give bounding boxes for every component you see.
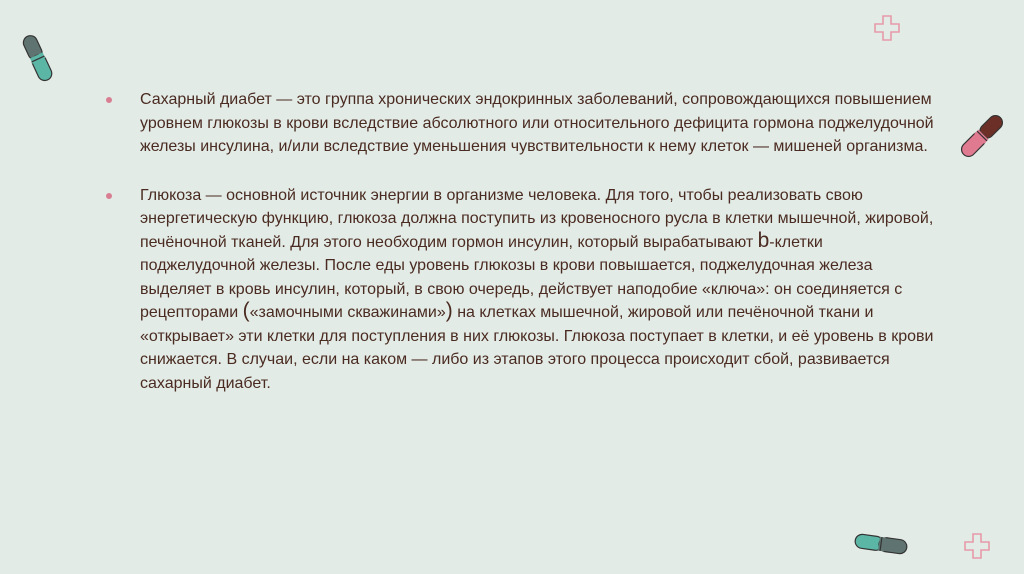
- slide-content: [106, 88, 941, 420]
- pill-capsule-icon: [955, 110, 1009, 162]
- close-paren: ): [445, 299, 453, 322]
- bullet-dot-icon: [106, 97, 112, 103]
- text-segment: на клетках мышечной, жировой или печёночной ткани и «открывает» эти клетки для поступления в них глюкозы. Глюкоза поступает в клетки, и её уровень в крови снижается. В случаи, если на каком — либо из этапов этого процесса происходит сбой, развивается сахарный диабет.: [140, 304, 934, 392]
- plus-cross-icon: [963, 532, 991, 560]
- text-segment: «замочными скважинами»: [249, 304, 446, 321]
- pill-capsule-icon: [18, 30, 58, 88]
- bullet-text: [140, 184, 941, 396]
- bullet-text: Сахарный диабет — это группа хронических эндокринных заболеваний, сопровождающихся повышением уровнем глюкозы в крови вследствие абсолютного или относительного дефицита гормона поджелудочной железы инсулина, и/или вследствие уменьшения чувствительности к нему клеток — мишеней организма.: [140, 91, 934, 155]
- bullet-dot-icon: [106, 193, 112, 199]
- text-segment: -клетки поджелудочной железы. После еды уровень глюкозы в крови повышается, поджелудочная железа выделяет в кровь инсулин, который, в свою очередь, действует наподобие «ключа»: он соединяется с рецепторами: [140, 233, 903, 321]
- plus-cross-icon: [873, 14, 901, 42]
- text-segment: Глюкоза — основной источник энергии в организме человека. Для того, чтобы реализовать свою энергетическую функцию, глюкоза должна поступить из кровеносного русла в клетки мышечной, жировой, печёночной тканей. Для этого необходим гормон инсулин, который вырабатывают: [140, 186, 934, 251]
- pill-capsule-icon: [852, 530, 910, 558]
- bullet-diabetes-definition: [106, 88, 941, 159]
- beta-symbol: b: [757, 228, 770, 252]
- bullet-glucose-mechanism: [106, 184, 941, 396]
- open-paren: (: [242, 299, 250, 322]
